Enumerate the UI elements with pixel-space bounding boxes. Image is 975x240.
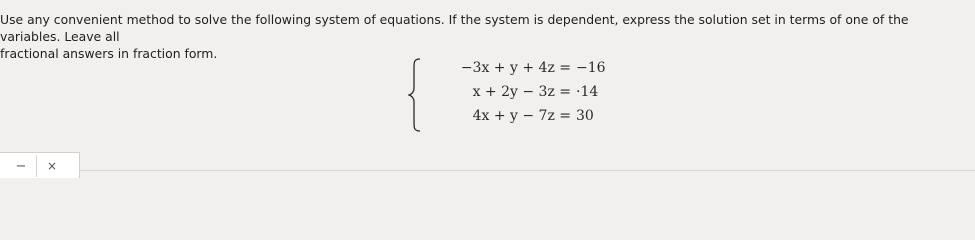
clear-button[interactable]: × xyxy=(36,155,67,177)
equation-row-2 xyxy=(426,82,571,102)
instructions-line-1: Use any convenient method to solve the following system of equations. If the system is dependent, express the solution set in terms of one of the variables. Leave all xyxy=(0,12,909,44)
equation-system xyxy=(408,58,606,132)
equation-row-3 xyxy=(426,106,571,126)
equation-row-1 xyxy=(426,58,571,78)
equation-3-rhs: 30 xyxy=(576,108,594,124)
answer-area-divider xyxy=(80,170,975,171)
left-brace-icon xyxy=(408,58,424,132)
instructions-line-2: fractional answers in fraction form. xyxy=(0,46,218,61)
equation-2-lhs: x + 2y − 3z = xyxy=(472,84,571,100)
equation-2-rhs: ·14 xyxy=(576,84,599,100)
problem-instructions xyxy=(0,11,970,62)
minus-button[interactable]: − xyxy=(15,158,27,174)
equation-3-lhs: 4x + y − 7z = xyxy=(472,108,571,124)
equation-1-rhs: −16 xyxy=(576,60,606,76)
equation-1-lhs: −3x + y + 4z = xyxy=(460,60,571,76)
answer-toolbar xyxy=(0,152,80,178)
